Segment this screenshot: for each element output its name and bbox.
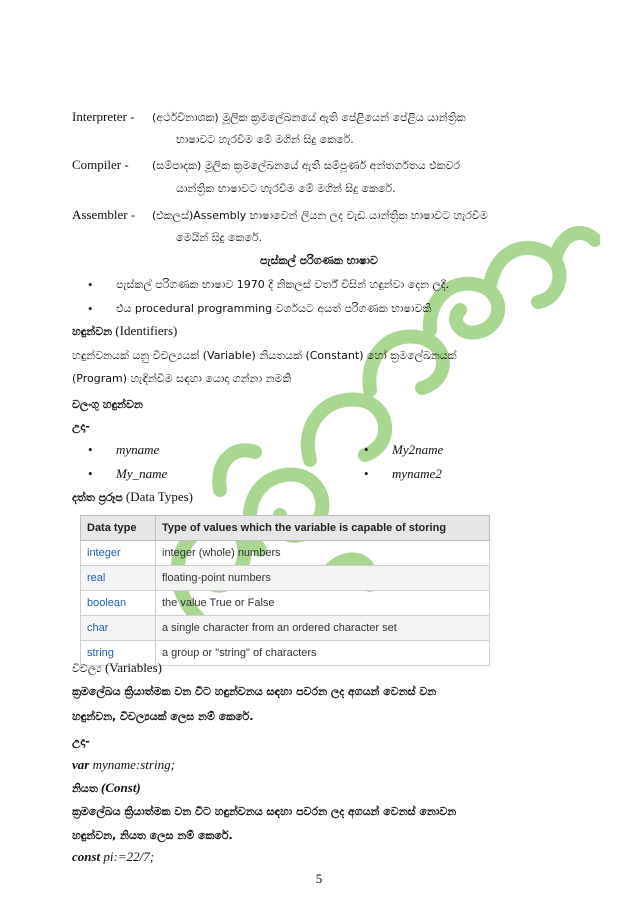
def-desc-assembler-line2: මෙයින් සිදු කෙරේ. [176,231,263,244]
variables-heading-si: විචල්‍ය [72,662,102,675]
bullet-dot-icon: • [88,301,93,316]
constants-heading [72,779,568,798]
identifiers-heading-si: හඳුන්වන [72,325,113,338]
def-desc-interpreter-line1: (අර්ථවිනාශක) මූලික ක්‍රමලේඛනයේ ඇති පේළියෙන් පේළිය යාන්ත්‍රික [152,111,466,124]
variables-heading-en: (Variables) [104,660,162,675]
variables-heading [72,659,568,678]
constants-code-rest: pi:=22/7; [100,849,155,864]
bullet-dot-icon: • [364,466,369,481]
example-left-1-text: myname [116,442,160,457]
identifiers-para-line1: හඳුන්වනයක් යනු විචල්‍යයක් (Variable) නියතයක් (Constant) හෝ ක්‍රමලේඛනයක් [72,349,457,362]
table-header-row [81,516,490,541]
variables-code-rest: myname:string; [89,757,175,772]
table-row [81,591,490,616]
example-left-2-text: My_name [116,466,168,481]
table-cell-desc: a single character from an ordered character set [156,616,490,641]
table-header-type: Data type [81,516,156,541]
bullet-dot-icon: • [88,466,93,481]
data-types-table [80,515,490,666]
table-cell-type: string [81,641,156,666]
constants-code [72,848,568,866]
table-row [81,566,490,591]
identifiers-heading-en: (Identifiers) [115,323,178,338]
table-header-values: Type of values which the variable is capable of storing [156,516,490,541]
variables-code-keyword: var [72,757,90,772]
variables-example-label: උදා- [72,735,90,748]
data-types-heading [72,488,568,507]
def-desc-assembler-line1: (එකලස්)Assembly භාෂාවෙන් ලියන ලද වැඩ යාන්ත්‍රික භාෂාවට හැරවීම [152,209,488,222]
table-cell-type: real [81,566,156,591]
def-term-compiler: Compiler - [72,157,129,172]
variables-desc-line2: හඳුන්වන, විචල්‍යයක් ලෙස නම් කෙරේ. [72,710,254,723]
table-cell-desc: floating-point numbers [156,566,490,591]
def-desc-compiler-line1: (සම්පාදක) මූලික ක්‍රමලේඛනයේ ඇති සම්පූර්ණ අන්තර්ගතය එකවර [152,159,461,172]
table-cell-type: char [81,616,156,641]
constants-desc-line2: හඳුන්වන, නියත ලෙස නම් කෙරේ. [72,829,233,842]
table-cell-desc: the value True or False [156,591,490,616]
def-term-interpreter: Interpreter - [72,109,135,124]
bullet-dot-icon: • [88,277,93,292]
def-desc-compiler-line2: යාන්ත්‍රික භාෂාවට හැරවීම මේ මගින් සිදු කෙරේ. [176,182,396,195]
pascal-bullet-1-text: පැස්කල් පරිගණක භාෂාව 1970 දී නිකලස් වර්ත් විසින් හඳුන්වා දෙන ලදී. [116,278,450,291]
bullet-dot-icon: • [88,442,93,457]
data-types-heading-si: දත්ත ප්‍රරූප [72,491,123,504]
table-row [81,616,490,641]
identifiers-example-label: උදා- [72,420,90,433]
data-types-heading-en: (Data Types) [125,489,193,504]
example-right-2-text: myname2 [392,466,442,481]
variables-code [72,756,568,774]
constants-desc-line1: ක්‍රමලේඛය ක්‍රියාත්මක වන විට හඳුන්වනය සඳහා පවරන ලද අගයන් වෙනස් නොවන [72,805,457,818]
table-cell-type: integer [81,541,156,566]
identifiers-heading [72,322,568,341]
def-desc-interpreter-line2: භාෂාවට හැරවීම මේ මගින් සිදු කෙරේ. [176,133,354,146]
constants-heading-en: (Const) [101,780,141,795]
identifiers-para-line2: (Program) හැඳින්වීම සඳහා යොදා ගන්නා නමකි [72,372,292,385]
constants-code-keyword: const [72,849,101,864]
valid-identifiers-heading: වලංගු හඳුන්වන [72,398,143,411]
variables-desc-line1: ක්‍රමලේඛය ක්‍රියාත්මක වන විට හඳුන්වනය සඳහා පවරන ලද අගයන් වෙනස් වන [72,685,437,698]
table-cell-desc: integer (whole) numbers [156,541,490,566]
table-cell-desc: a group or "string" of characters [156,641,490,666]
pascal-heading: පැස්කල් පරිගණක භාෂාව [260,254,378,267]
example-right-1-text: My2name [392,442,444,457]
bullet-dot-icon: • [364,442,369,457]
table-cell-type: boolean [81,591,156,616]
pascal-bullet-2-text: එය procedural programming වර්ගයට අයත් පරිගණක භාෂාවකි [116,302,432,315]
def-term-assembler: Assembler - [72,207,136,222]
table-row [81,541,490,566]
page-number: 5 [315,871,323,886]
constants-heading-si: නියත [72,782,98,795]
